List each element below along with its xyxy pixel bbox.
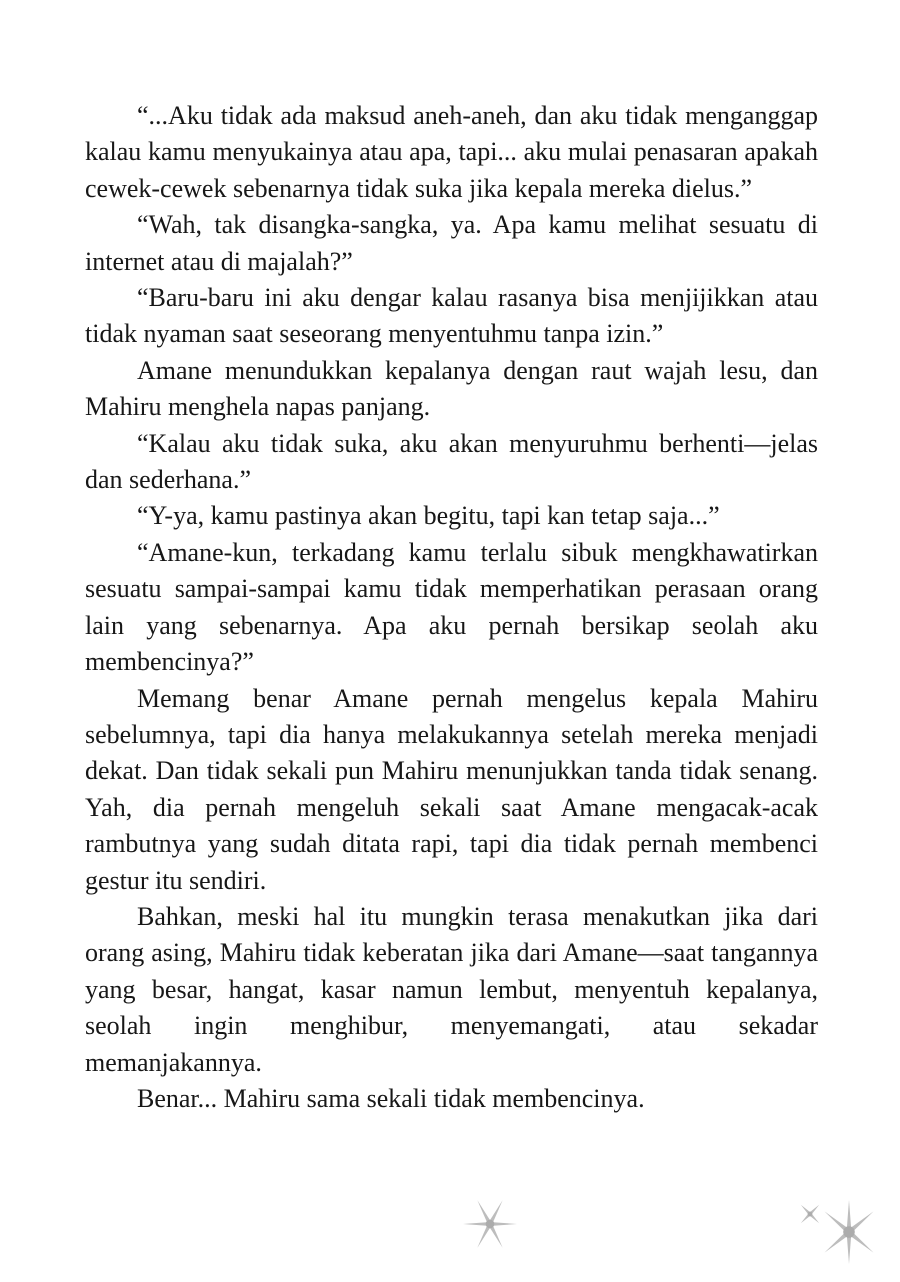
paragraph: Memang benar Amane pernah mengelus kepala Mahiru sebelumnya, tapi dia hanya melakukannya setelah mereka menjadi dekat. Dan tidak sekali pun Mahiru menunjukkan tanda tidak senang. Yah, dia pernah mengeluh sekali saat Amane mengacak-acak rambutnya yang sudah ditata rapi, tapi dia tidak pernah membenci gestur itu sendiri. xyxy=(85,683,818,895)
sparkle-icon-small xyxy=(797,1201,823,1227)
paragraph: “Kalau aku tidak suka, aku akan menyuruhmu berhenti—jelas dan sederhana.” xyxy=(85,428,818,495)
paragraph: “Y-ya, kamu pastinya akan begitu, tapi kan tetap saja...” xyxy=(137,501,720,531)
sparkle-icon xyxy=(461,1197,519,1251)
paragraph: Amane menundukkan kepalanya dengan raut wajah lesu, dan Mahiru menghela napas panjang. xyxy=(85,355,818,422)
paragraph: “Amane-kun, terkadang kamu terlalu sibuk mengkhawatirkan sesuatu sampai-sampai kamu tidak memperhatikan perasaan orang lain yang sebenarnya. Apa aku pernah bersikap seolah aku membencinya?” xyxy=(85,537,818,677)
paragraph: Benar... Mahiru sama sekali tidak membencinya. xyxy=(137,1083,645,1113)
paragraph: Bahkan, meski hal itu mungkin terasa menakutkan jika dari orang asing, Mahiru tidak keberatan jika dari Amane—saat tangannya yang besar, hangat, kasar namun lembut, menyentuh kepalanya, seolah ingin menghibur, menyemangati, atau sekadar memanjakannya. xyxy=(85,901,818,1077)
paragraph: “...Aku tidak ada maksud aneh-aneh, dan aku tidak menganggap kalau kamu menyukainya atau apa, tapi... aku mulai penasaran apakah cewek-cewek sebenarnya tidak suka jika kepala mereka dielus.” xyxy=(85,101,818,203)
sparkle-icon-large xyxy=(817,1200,881,1264)
page-text xyxy=(85,98,818,1117)
paragraph: “Baru-baru ini aku dengar kalau rasanya bisa menjijikkan atau tidak nyaman saat seseorang menyentuhmu tanpa izin.” xyxy=(85,283,818,349)
paragraph: “Wah, tak disangka-sangka, ya. Apa kamu melihat sesuatu di internet atau di majalah?” xyxy=(85,210,818,276)
